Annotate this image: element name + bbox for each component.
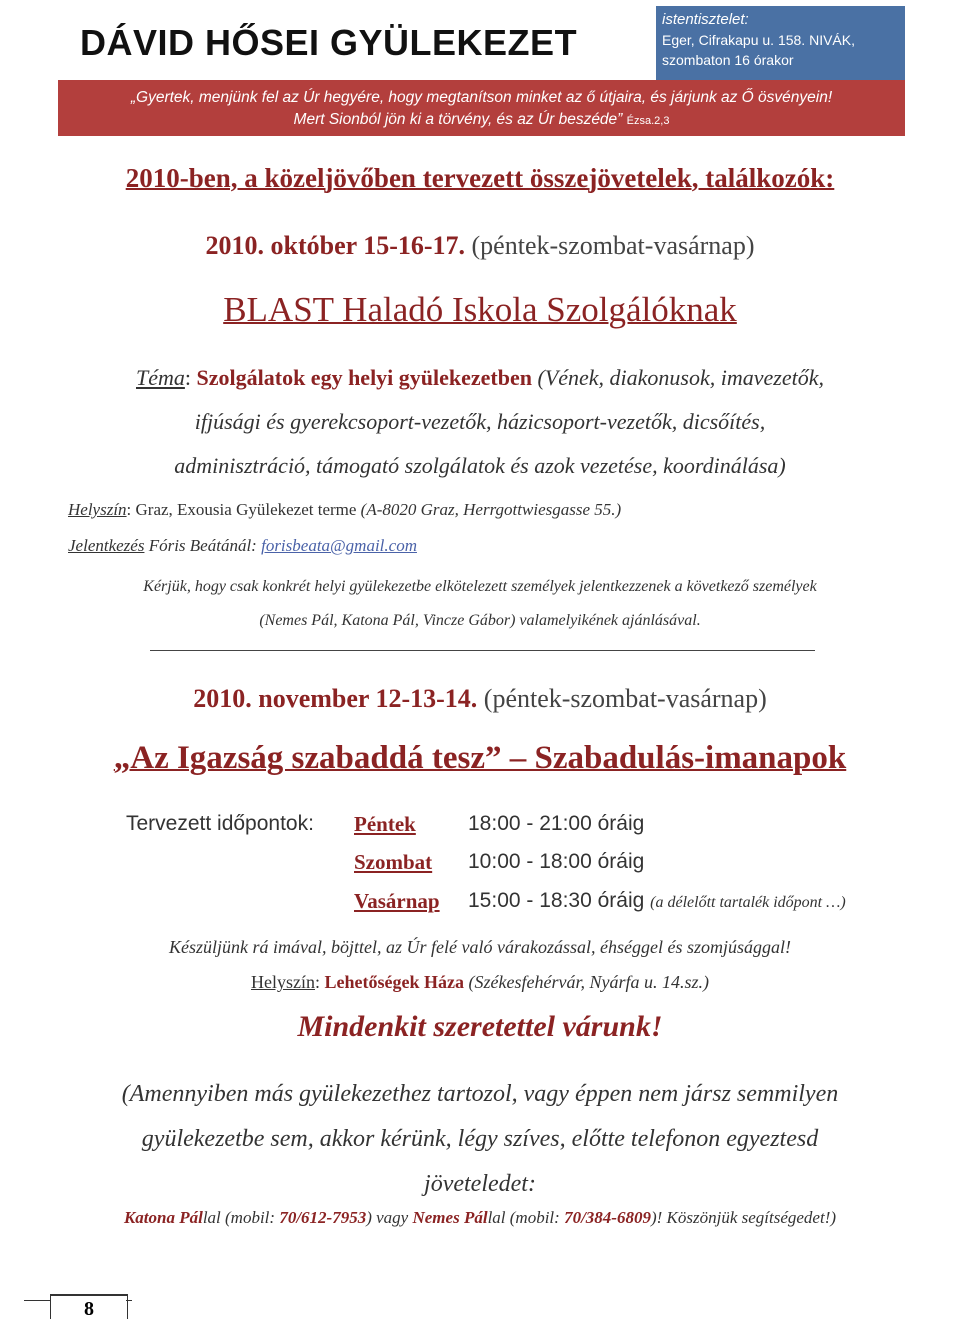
event2-location-label: Helyszín [251, 972, 315, 992]
contact-line [0, 1208, 960, 1228]
schedule-label: Tervezett időpontok: [126, 812, 314, 835]
contact-text-2: ) vagy [366, 1208, 413, 1227]
registration-label: Jelentkezés [68, 536, 145, 555]
event2-title: „Az Igazság szabaddá tesz” – Szabadulás-imanapok [113, 740, 847, 776]
contact-phone-2: 70/384-6809 [564, 1208, 651, 1227]
service-address: Eger, Cifrakapu u. 158. NIVÁK, [662, 32, 855, 48]
note-line-1: Kérjük, hogy csak konkrét helyi gyülekezetbe elkötelezett személyek jelentkezzenek a következő személyek [143, 578, 817, 595]
event2-location [0, 972, 960, 993]
page-number: 8 [50, 1294, 128, 1319]
other-line-2: gyülekezetbe sem, akkor kérünk, légy szíves, előtte telefonon egyeztesd [141, 1126, 819, 1152]
event1-date-bold: 2010. október 15-16-17. [205, 231, 466, 260]
scripture-line-2-text: Mert Sionból jön ki a törvény, és az Úr beszéde” [293, 111, 623, 128]
topic-detail-1: (Vének, diakonusok, imavezetők, [532, 365, 824, 390]
section-title: 2010-ben, a közeljövőben tervezett összejövetelek, találkozók: [125, 163, 835, 193]
church-title: DÁVID HŐSEI GYÜLEKEZET [80, 22, 578, 63]
other-line-3: jöveteledet: [424, 1171, 536, 1197]
event1-topic [0, 356, 960, 488]
event1-days: (péntek-szombat-vasárnap) [465, 231, 755, 260]
contact-text-3: lal (mobil: [487, 1208, 565, 1227]
footer-rule-right [126, 1300, 132, 1301]
footer-rule-left [24, 1300, 50, 1301]
schedule-time-sunday [468, 889, 846, 913]
scripture-line-1: „Gyertek, menjünk fel az Úr hegyére, hogy megtanítson minket az ő útjaira, és járjunk az Ő ösvényein! [130, 89, 833, 106]
schedule-time-sunday-text: 15:00 - 18:30 óráig [468, 889, 651, 912]
topic-label: Téma [136, 365, 185, 390]
schedule-time-saturday-text: 10:00 - 18:00 óráig [468, 850, 645, 873]
schedule-time-friday [468, 812, 644, 836]
schedule-time-friday-text: 18:00 - 21:00 óráig [468, 812, 645, 835]
section-divider [150, 650, 815, 651]
contact-name-2: Nemes Pál [412, 1208, 488, 1227]
event2-location-name: Lehetőségek Háza [324, 972, 464, 992]
contact-text-4: )! Köszönjük segítségedet!) [650, 1208, 837, 1227]
prep-text: Készüljünk rá imával, böjttel, az Úr felé való várakozással, éhséggel és szomjúsággal! [169, 937, 791, 957]
service-time: szombaton 16 órakor [662, 52, 794, 68]
other-congregation-note [0, 1072, 960, 1207]
service-label: istentisztelet: [662, 11, 749, 28]
service-info-box [656, 6, 905, 80]
schedule-day-friday: Péntek [354, 812, 416, 836]
event1-title: BLAST Haladó Iskola Szolgálóknak [223, 290, 737, 329]
topic-detail-3: adminisztráció, támogató szolgálatok és azok vezetése, koordinálása) [174, 453, 786, 478]
registration-email-link[interactable]: forisbeata@gmail.com [261, 536, 417, 555]
location-address: (A-8020 Graz, Herrgottwiesgasse 55.) [360, 500, 622, 519]
contact-name-1: Katona Pál [123, 1208, 203, 1227]
event1-note [0, 570, 960, 638]
scripture-line-2 [58, 110, 905, 131]
schedule-day-saturday: Szombat [354, 850, 433, 874]
event1-registration [68, 536, 417, 556]
topic-detail-2: ifjúsági és gyerekcsoport-vezetők, házicsoport-vezetők, dicsőítés, [194, 409, 766, 434]
scripture-reference: Ézsa.2,3 [626, 115, 670, 127]
other-line-1: (Amennyiben más gyülekezethez tartozol, vagy éppen nem jársz semmilyen [121, 1081, 839, 1107]
contact-phone-1: 70/612-7953 [279, 1208, 367, 1227]
event2-location-address: (Székesfehérvár, Nyárfa u. 14.sz.) [464, 972, 709, 992]
welcome-text: Mindenkit szeretettel várunk! [297, 1010, 663, 1043]
event2-days: (péntek-szombat-vasárnap) [477, 684, 767, 713]
schedule-sunday-note: (a délelőtt tartalék időpont …) [650, 894, 846, 911]
registration-text: Fóris Beátánál: [144, 536, 262, 555]
contact-text-1: lal (mobil: [202, 1208, 280, 1227]
scripture-banner [58, 80, 905, 136]
location-label: Helyszín [68, 500, 127, 519]
topic-main: Szolgálatok egy helyi gyülekezetben [196, 365, 532, 390]
event1-location [68, 500, 621, 520]
note-line-2: (Nemes Pál, Katona Pál, Vincze Gábor) valamelyikének ajánlásával. [259, 612, 701, 629]
schedule-time-saturday [468, 850, 644, 874]
topic-sep: : [184, 365, 197, 390]
event2-location-sep: : [315, 972, 325, 992]
event1-date [0, 231, 960, 261]
schedule-day-sunday: Vasárnap [354, 889, 440, 913]
event2-date [0, 684, 960, 714]
event2-date-bold: 2010. november 12-13-14. [193, 684, 478, 713]
location-text: : Graz, Exousia Gyülekezet terme [126, 500, 361, 519]
